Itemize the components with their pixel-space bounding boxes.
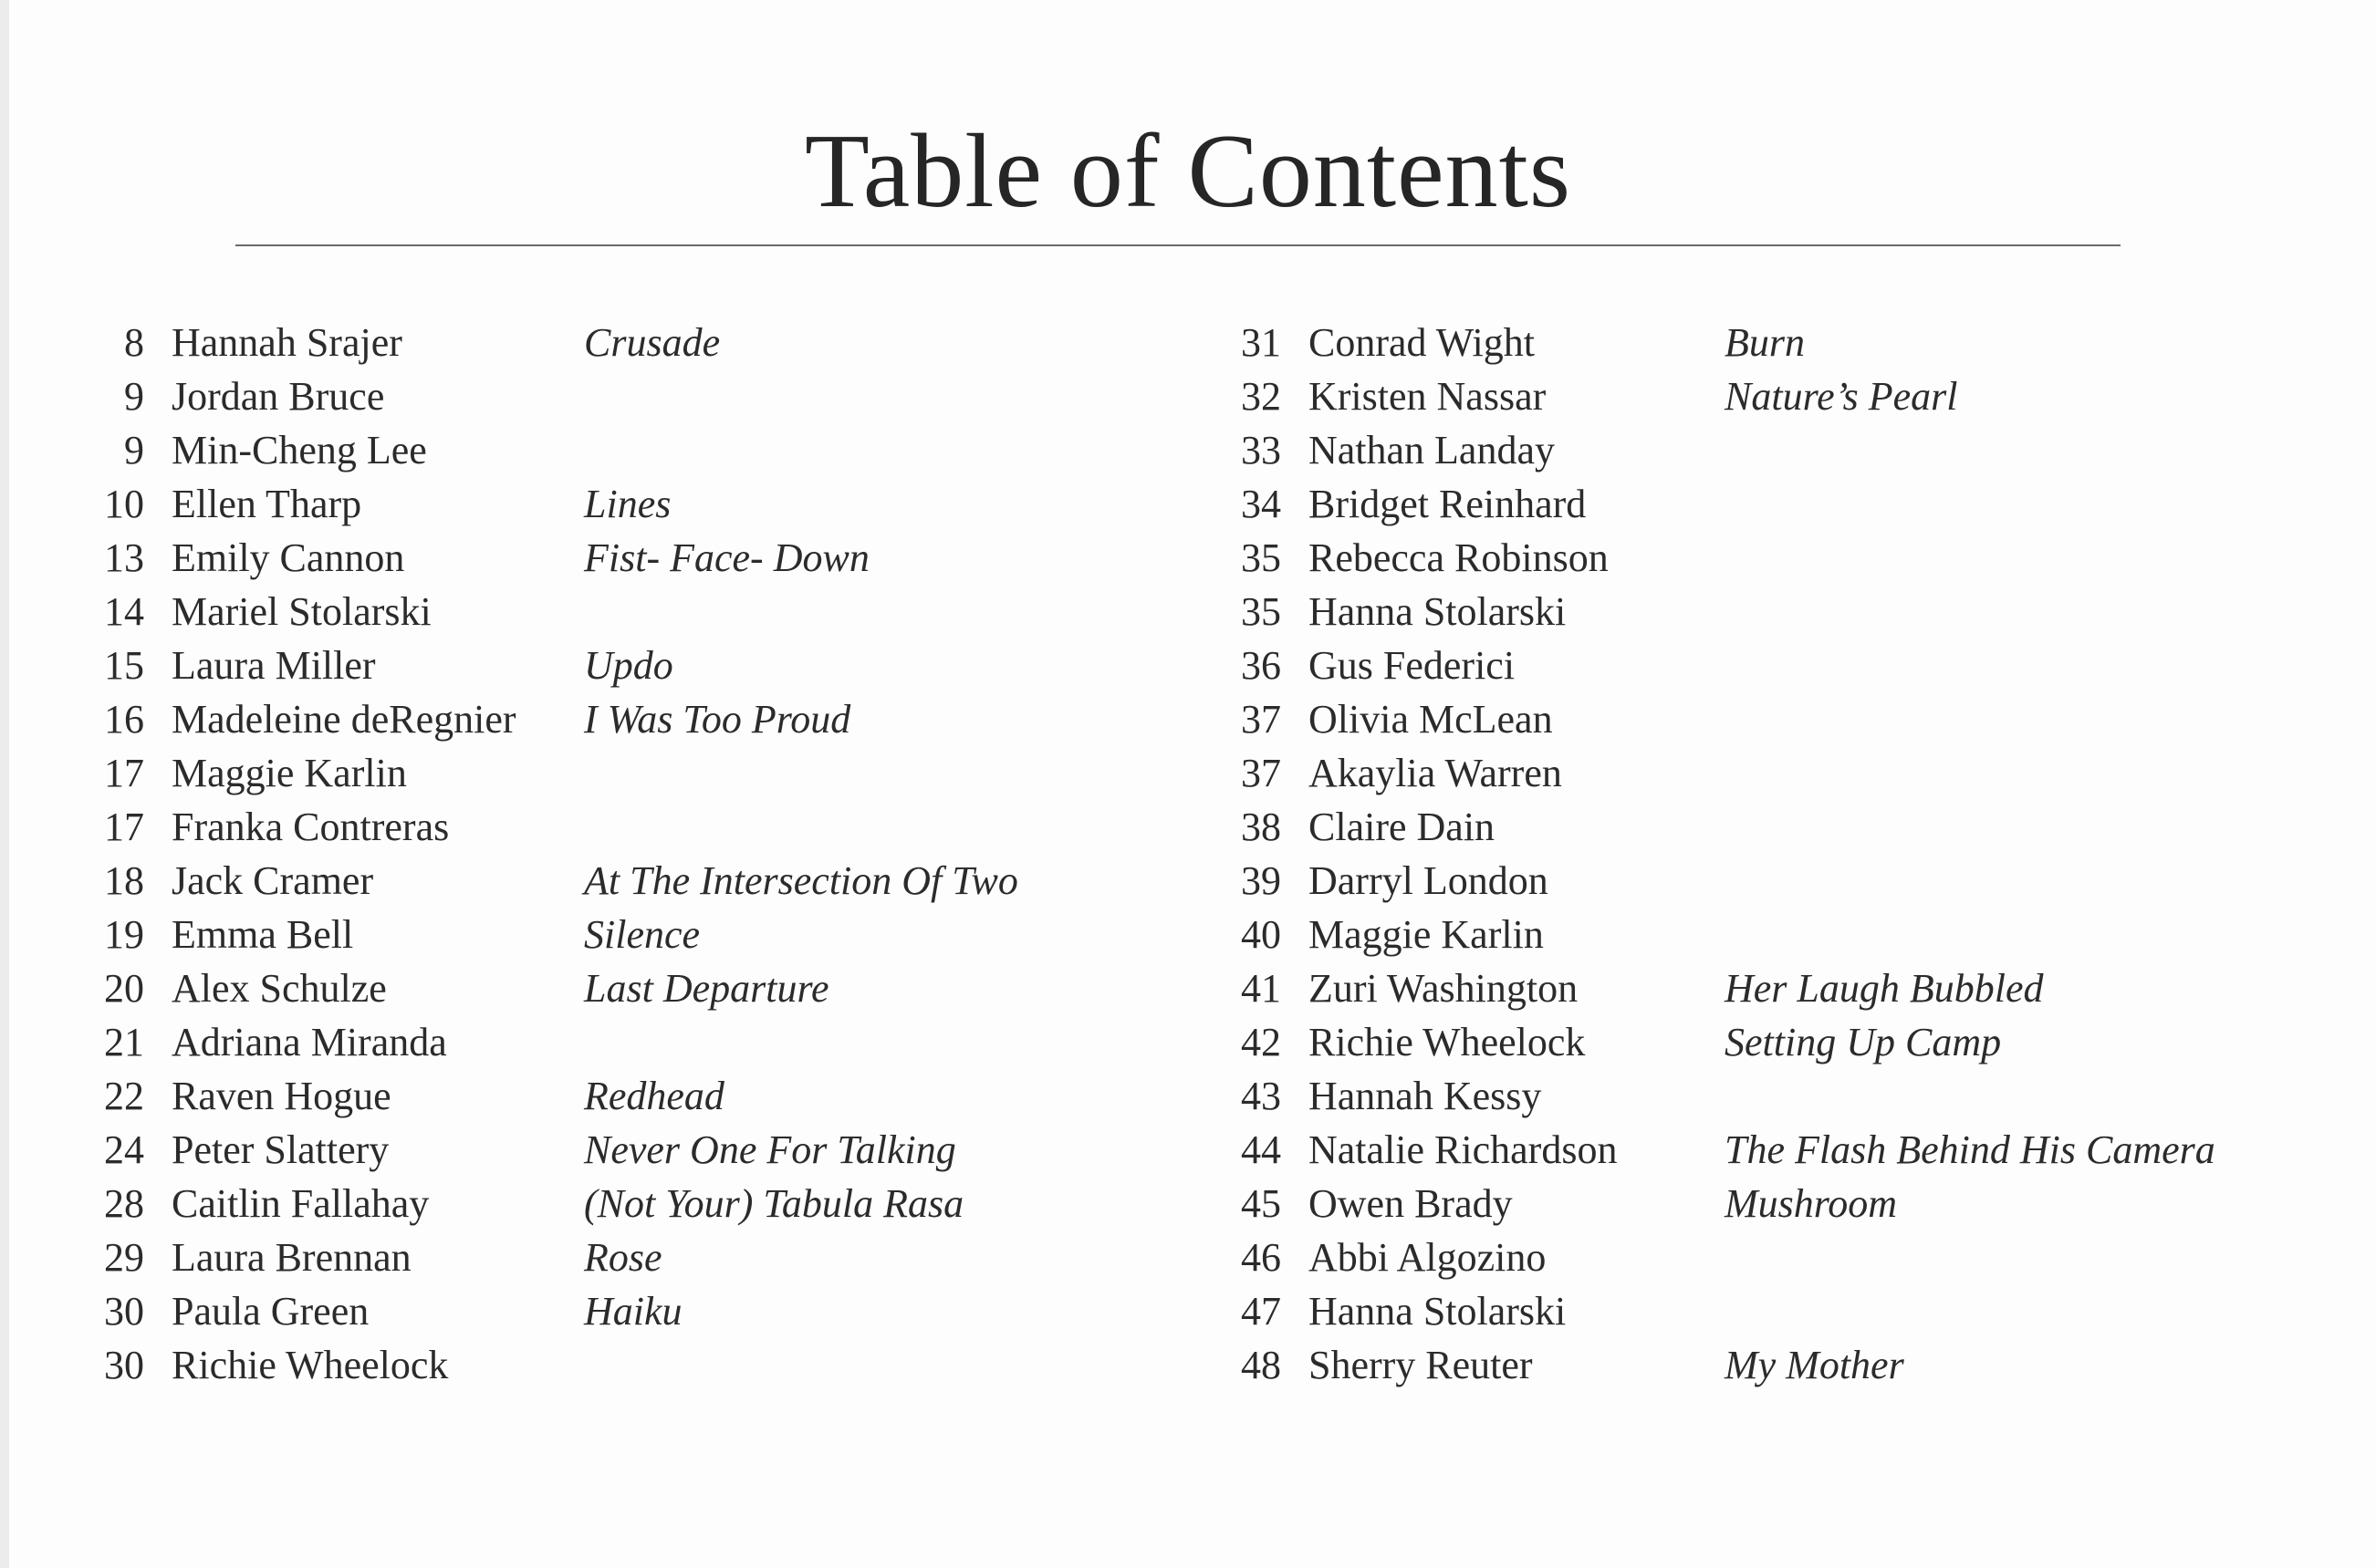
page-number: 30 — [104, 1289, 144, 1334]
page-number: 14 — [104, 589, 144, 634]
author-name: Hanna Stolarski — [1308, 1289, 1567, 1334]
page-number: 38 — [1241, 805, 1281, 849]
toc-entry — [1210, 1231, 2305, 1284]
toc-entry — [73, 477, 1168, 531]
author-name: Hannah Srajer — [172, 320, 402, 365]
page-number: 30 — [104, 1343, 144, 1387]
page-title: Table of Contents — [804, 113, 1572, 230]
toc-entry — [1210, 639, 2305, 692]
page-number: 20 — [104, 966, 144, 1011]
toc-entry — [73, 1177, 1168, 1231]
toc-column-right — [1210, 316, 2305, 1392]
toc-entry — [73, 854, 1168, 908]
page-number: 21 — [104, 1020, 144, 1064]
author-name: Rebecca Robinson — [1308, 535, 1609, 580]
page-number: 24 — [104, 1127, 144, 1172]
toc-entry — [73, 369, 1168, 423]
work-title: Her Laugh Bubbled — [1725, 966, 2044, 1011]
page-number: 39 — [1241, 858, 1281, 903]
page-number: 33 — [1241, 428, 1281, 472]
toc-entry — [73, 961, 1168, 1015]
author-name: Olivia McLean — [1308, 697, 1553, 742]
toc-entry — [73, 1231, 1168, 1284]
work-title: Silence — [584, 912, 701, 957]
work-title: Fist- Face- Down — [584, 535, 870, 580]
author-name: Emma Bell — [172, 912, 354, 957]
page-number: 28 — [104, 1181, 144, 1226]
work-title: (Not Your) Tabula Rasa — [584, 1181, 964, 1226]
page-number: 48 — [1241, 1343, 1281, 1387]
toc-entry — [1210, 1015, 2305, 1069]
author-name: Alex Schulze — [172, 966, 387, 1011]
page-number: 19 — [104, 912, 144, 957]
author-name: Min-Cheng Lee — [172, 428, 427, 472]
work-title: Updo — [584, 643, 673, 688]
page-number: 9 — [124, 374, 144, 419]
author-name: Jack Cramer — [172, 858, 374, 903]
work-title: Redhead — [584, 1074, 724, 1118]
author-name: Maggie Karlin — [172, 751, 407, 795]
author-name: Paula Green — [172, 1289, 370, 1334]
page-number: 15 — [104, 643, 144, 688]
toc-entry — [73, 1338, 1168, 1392]
page-number: 18 — [104, 858, 144, 903]
author-name: Zuri Washington — [1308, 966, 1579, 1011]
author-name: Akaylia Warren — [1308, 751, 1562, 795]
work-title: Burn — [1725, 320, 1805, 365]
page-number: 29 — [104, 1235, 144, 1280]
author-name: Laura Brennan — [172, 1235, 412, 1280]
author-name: Emily Cannon — [172, 535, 405, 580]
page-number: 31 — [1241, 320, 1281, 365]
page-number: 10 — [104, 482, 144, 526]
page-number: 13 — [104, 535, 144, 580]
author-name: Conrad Wight — [1308, 320, 1535, 365]
toc-entry — [73, 531, 1168, 585]
work-title: My Mother — [1725, 1343, 1904, 1387]
author-name: Gus Federici — [1308, 643, 1516, 688]
work-title: Setting Up Camp — [1725, 1020, 2002, 1064]
page-number: 41 — [1241, 966, 1281, 1011]
author-name: Ellen Tharp — [172, 482, 362, 526]
author-name: Owen Brady — [1308, 1181, 1513, 1226]
author-name: Adriana Miranda — [172, 1020, 447, 1064]
author-name: Jordan Bruce — [172, 374, 385, 419]
toc-entry — [73, 585, 1168, 639]
toc-entry — [1210, 1284, 2305, 1338]
toc-entry — [1210, 746, 2305, 800]
author-name: Nathan Landay — [1308, 428, 1555, 472]
toc-entry — [73, 746, 1168, 800]
author-name: Mariel Stolarski — [172, 589, 432, 634]
work-title: The Flash Behind His Camera — [1725, 1127, 2215, 1172]
work-title: At The Intersection Of Two — [584, 858, 1018, 903]
work-title: Never One For Talking — [584, 1127, 956, 1172]
author-name: Natalie Richardson — [1308, 1127, 1618, 1172]
toc-entry — [1210, 1338, 2305, 1392]
author-name: Maggie Karlin — [1308, 912, 1544, 957]
toc-entry — [1210, 1123, 2305, 1177]
toc-entry — [73, 639, 1168, 692]
author-name: Kristen Nassar — [1308, 374, 1547, 419]
toc-entry — [1210, 961, 2305, 1015]
toc-entry — [73, 1284, 1168, 1338]
toc-entry — [1210, 369, 2305, 423]
author-name: Caitlin Fallahay — [172, 1181, 430, 1226]
page-number: 34 — [1241, 482, 1281, 526]
page-number: 40 — [1241, 912, 1281, 957]
work-title: Mushroom — [1725, 1181, 1898, 1226]
toc-entry — [1210, 692, 2305, 746]
page-number: 35 — [1241, 535, 1281, 580]
toc-entry — [73, 1069, 1168, 1123]
work-title: Lines — [584, 482, 672, 526]
toc-entry — [1210, 800, 2305, 854]
toc-entry — [73, 316, 1168, 369]
author-name: Peter Slattery — [172, 1127, 390, 1172]
toc-column-left — [73, 316, 1168, 1392]
page-number: 9 — [124, 428, 144, 472]
toc-entry — [1210, 908, 2305, 961]
page-number: 8 — [124, 320, 144, 365]
page-number: 36 — [1241, 643, 1281, 688]
author-name: Bridget Reinhard — [1308, 482, 1587, 526]
work-title: Rose — [584, 1235, 662, 1280]
author-name: Hannah Kessy — [1308, 1074, 1542, 1118]
author-name: Laura Miller — [172, 643, 376, 688]
toc-entry — [73, 692, 1168, 746]
toc-entry — [1210, 854, 2305, 908]
toc-entry — [73, 908, 1168, 961]
page-number: 37 — [1241, 751, 1281, 795]
author-name: Sherry Reuter — [1308, 1343, 1533, 1387]
page-number: 47 — [1241, 1289, 1281, 1334]
work-title: Nature’s Pearl — [1725, 374, 1958, 419]
work-title: Last Departure — [584, 966, 829, 1011]
author-name: Raven Hogue — [172, 1074, 391, 1118]
page-number: 44 — [1241, 1127, 1281, 1172]
author-name: Claire Dain — [1308, 805, 1495, 849]
author-name: Richie Wheelock — [1308, 1020, 1586, 1064]
work-title: Haiku — [584, 1289, 683, 1334]
author-name: Abbi Algozino — [1308, 1235, 1547, 1280]
page-number: 32 — [1241, 374, 1281, 419]
author-name: Darryl London — [1308, 858, 1548, 903]
toc-entry — [73, 1123, 1168, 1177]
page-number: 22 — [104, 1074, 144, 1118]
toc-entry — [1210, 1177, 2305, 1231]
author-name: Madeleine deRegnier — [172, 697, 516, 742]
toc-entry — [1210, 1069, 2305, 1123]
title-divider — [235, 244, 2121, 246]
toc-entry — [73, 423, 1168, 477]
toc-entry — [73, 1015, 1168, 1069]
page-number: 16 — [104, 697, 144, 742]
page-number: 17 — [104, 751, 144, 795]
page-number: 37 — [1241, 697, 1281, 742]
toc-entry — [1210, 316, 2305, 369]
toc-entry — [1210, 585, 2305, 639]
toc-entry — [1210, 477, 2305, 531]
page-number: 42 — [1241, 1020, 1281, 1064]
page-number: 35 — [1241, 589, 1281, 634]
work-title: I Was Too Proud — [584, 697, 851, 742]
toc-entry — [73, 800, 1168, 854]
work-title: Crusade — [584, 320, 721, 365]
author-name: Richie Wheelock — [172, 1343, 449, 1387]
author-name: Hanna Stolarski — [1308, 589, 1567, 634]
page-number: 43 — [1241, 1074, 1281, 1118]
page-number: 17 — [104, 805, 144, 849]
page-number: 46 — [1241, 1235, 1281, 1280]
author-name: Franka Contreras — [172, 805, 450, 849]
page-number: 45 — [1241, 1181, 1281, 1226]
toc-entry — [1210, 423, 2305, 477]
toc-entry — [1210, 531, 2305, 585]
